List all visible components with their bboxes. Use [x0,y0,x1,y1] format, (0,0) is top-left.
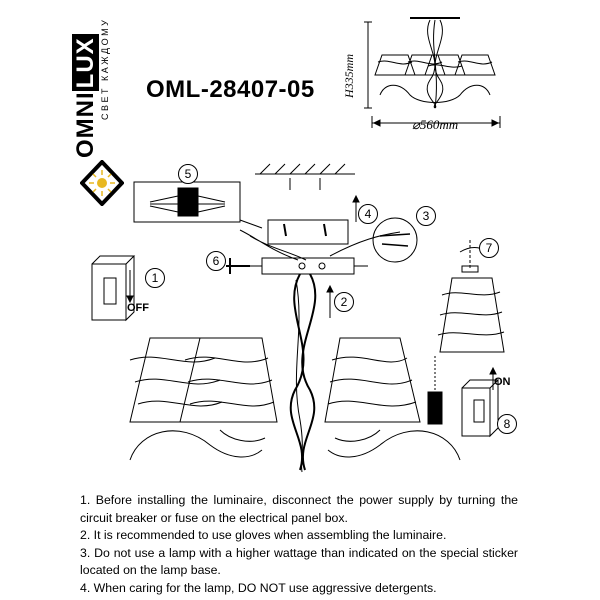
step-6-marker: 6 [206,251,226,271]
diameter-dimension-label: ⌀560mm [412,117,459,132]
instruction-3: 3. Do not use a lamp with a higher wattage than indicated on the special sticker located on the lamp base. [80,545,518,577]
step-4-marker: 4 [358,204,378,224]
model-number: OML-28407-05 [146,76,315,103]
brand-logo [72,8,112,158]
on-label: ON [494,376,511,388]
instruction-2: 2. It is recommended to use gloves when assembling the luminaire. [80,528,447,542]
step-7-marker: 7 [479,238,499,258]
step-2-marker: 2 [334,292,354,312]
instruction-1: 1. Before installing the luminaire, disconnect the power supply by turning the circuit breaker or fuse on the electrical panel box. [80,493,518,525]
instructions [80,492,518,597]
instruction-4: 4. When caring for the lamp, DO NOT use aggressive detergents. [80,580,437,595]
off-label: OFF [127,302,149,314]
height-dimension-label: H335mm [342,54,356,98]
brand-name [72,34,100,158]
assembly-drawing [0,160,600,490]
brand-name-omni: OMNI [72,91,99,158]
step-1-marker: 1 [145,268,165,288]
step-5-marker: 5 [178,164,198,184]
step-8-marker: 8 [497,414,517,434]
brand-tagline: СВЕТ КАЖДОМУ [100,17,110,120]
brand-name-lux: LUX [72,34,99,91]
step-3-marker: 3 [416,206,436,226]
